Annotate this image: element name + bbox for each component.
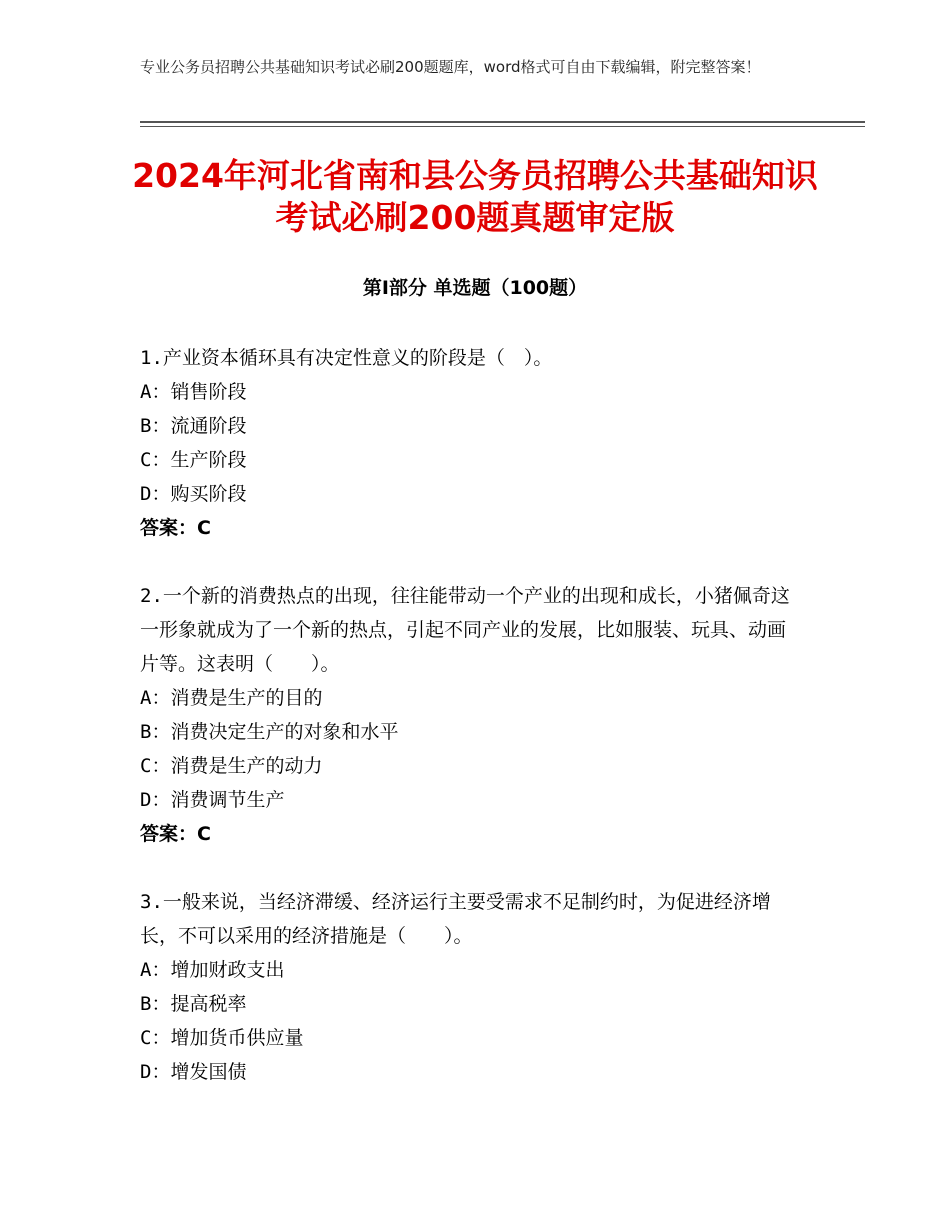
question-spacer	[140, 851, 800, 885]
document-title: 2024年河北省南和县公务员招聘公共基础知识考试必刷200题真题审定版	[132, 156, 818, 237]
option-a: A：销售阶段	[140, 381, 247, 403]
question-list	[140, 341, 800, 1089]
header-rule-thick	[140, 121, 865, 123]
question-text: 3.一般来说，当经济滞缓、经济运行主要受需求不足制约时，为促进经济增长，不可以采用的经济措施是（ ）。	[140, 891, 771, 947]
question-text: 1.产业资本循环具有决定性意义的阶段是（ ）。	[140, 347, 553, 369]
answer: 答案：C	[140, 823, 211, 845]
option-a: A：增加财政支出	[140, 959, 285, 981]
question-text: 2.一个新的消费热点的出现，往往能带动一个产业的出现和成长，小猪佩奇这一形象就成为了一个新的热点，引起不同产业的发展，比如服装、玩具、动画片等。这表明（ ）。	[140, 585, 790, 675]
option-d: D：消费调节生产	[140, 789, 285, 811]
option-b: B：流通阶段	[140, 415, 247, 437]
option-b: B：消费决定生产的对象和水平	[140, 721, 399, 743]
header-rule-thin	[140, 126, 865, 127]
option-a: A：消费是生产的目的	[140, 687, 323, 709]
option-c: C：增加货币供应量	[140, 1027, 304, 1049]
option-d: D：购买阶段	[140, 483, 247, 505]
header-note: 专业公务员招聘公共基础知识考试必刷200题题库，word格式可自由下载编辑，附完整答案！	[140, 58, 761, 76]
option-d: D：增发国债	[140, 1061, 247, 1083]
option-b: B：提高税率	[140, 993, 247, 1015]
option-c: C：消费是生产的动力	[140, 755, 323, 777]
answer: 答案：C	[140, 517, 211, 539]
question-spacer	[140, 545, 800, 579]
option-c: C：生产阶段	[140, 449, 247, 471]
question-3	[140, 885, 800, 1089]
question-2	[140, 579, 800, 851]
section-title: 第Ⅰ部分 单选题（100题）	[362, 277, 588, 299]
question-1	[140, 341, 800, 545]
